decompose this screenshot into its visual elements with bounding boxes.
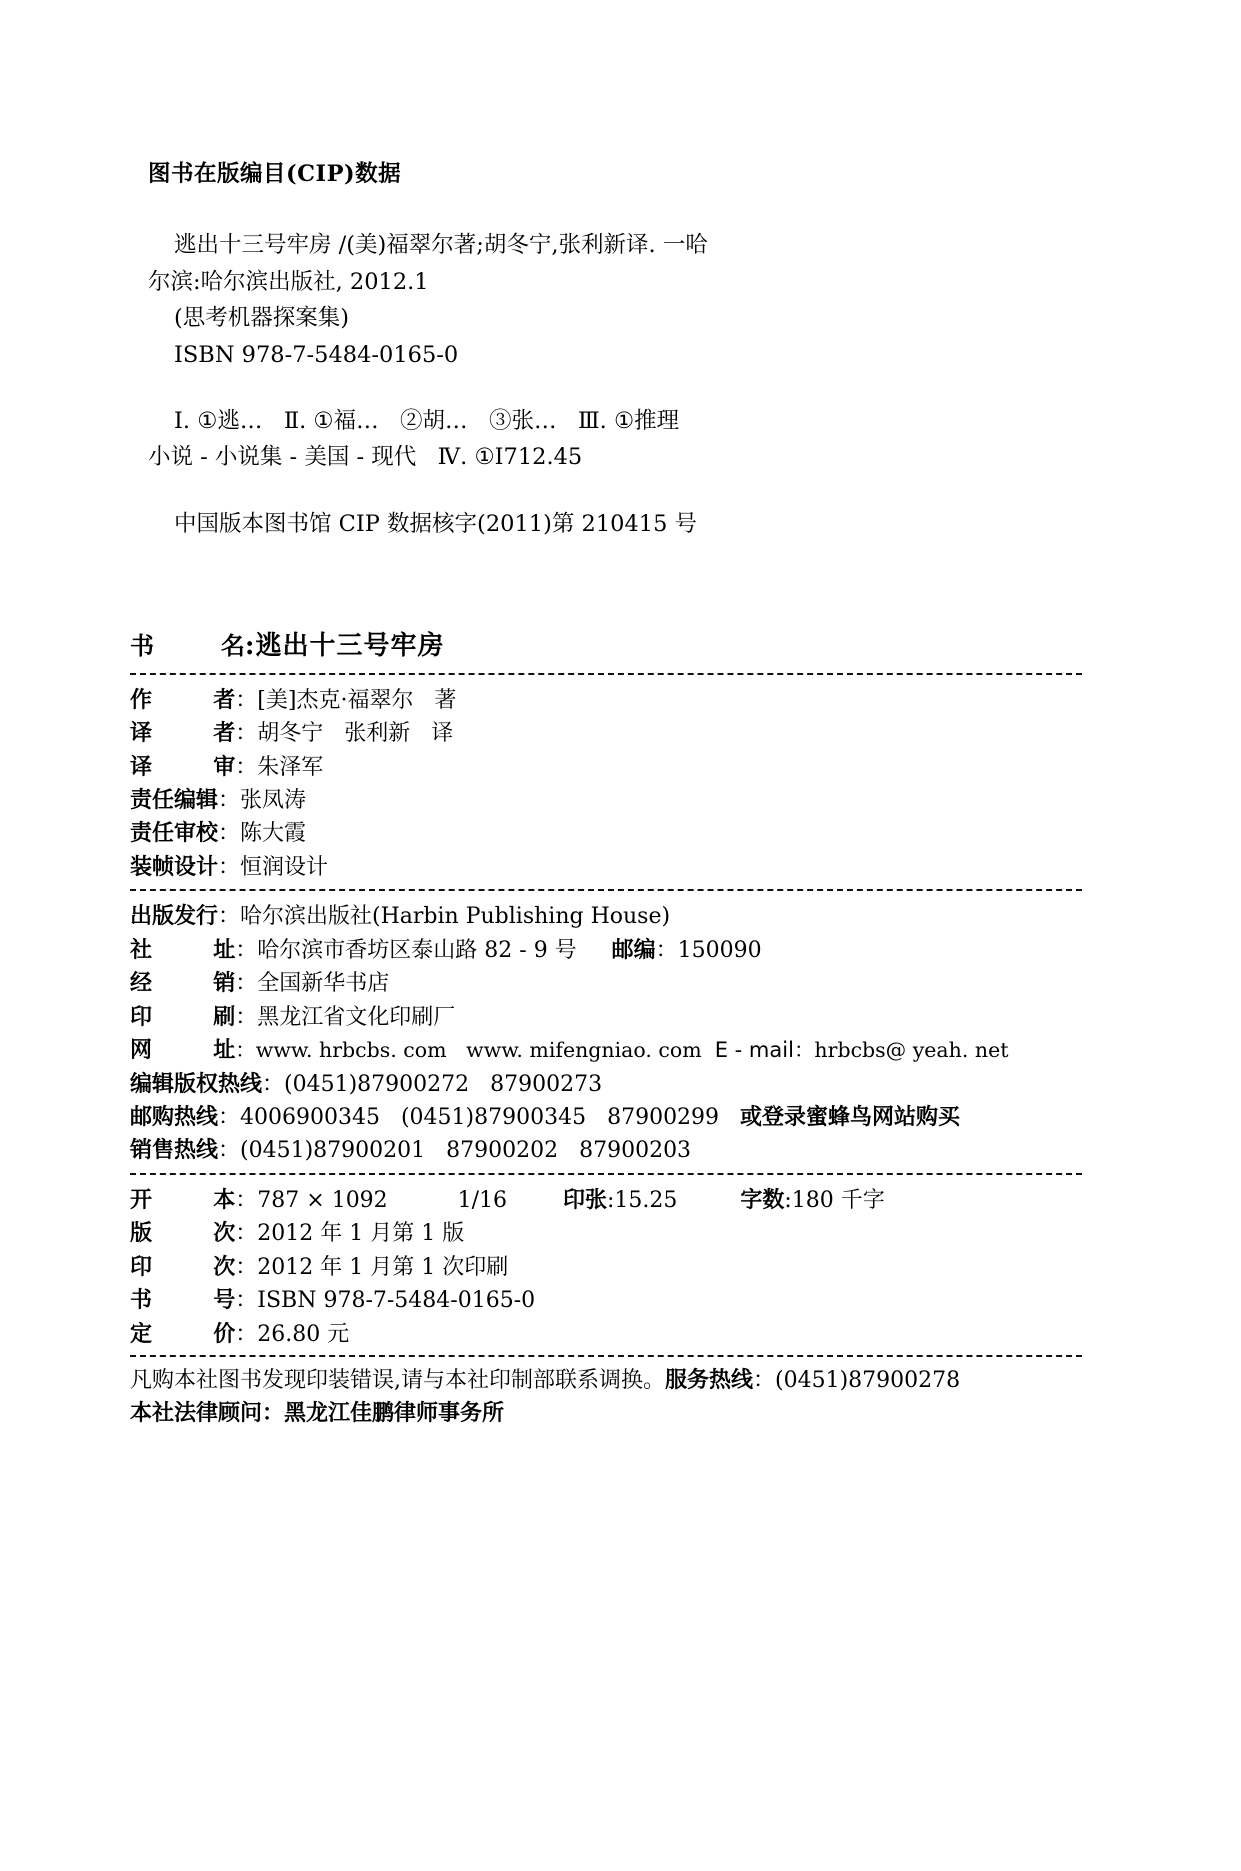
spec-row-format <box>130 1184 1082 1217</box>
website-primary[interactable]: ：www. hrbcbs. com <box>235 1038 447 1063</box>
footer-legal <box>130 1397 1082 1430</box>
cip-registration: 中国版本图书馆 CIP 数据核字(2011)第 210415 号 <box>174 510 698 537</box>
spec-label: 印 次 <box>130 1253 236 1280</box>
credit-row-author <box>130 684 1082 717</box>
publisher-label: 印 刷 <box>130 1003 236 1030</box>
hotline-value: ：4006900345 (0451)87900345 87900299 <box>218 1104 720 1130</box>
email-label: E - mail <box>714 1038 794 1063</box>
postcode-value: ：150090 <box>655 937 762 963</box>
spec-ratio: 1/16 <box>457 1187 508 1213</box>
credit-row-proofreader <box>130 817 1082 850</box>
credit-value: ：朱泽军 <box>235 754 324 780</box>
publisher-group <box>130 900 1082 1168</box>
credit-value: ：胡冬宁 张利新 译 <box>235 721 454 747</box>
publisher-row-printer <box>130 1001 1082 1034</box>
hotline-label: 销售热线 <box>130 1137 219 1164</box>
spec-row-price <box>130 1318 1082 1351</box>
website-secondary[interactable]: www. mifengniao. com <box>466 1038 702 1063</box>
publisher-value: ：哈尔滨市香坊区泰山路 82 - 9 号 <box>235 937 577 963</box>
spec-label: 书 号 <box>130 1287 236 1314</box>
spacer <box>148 476 1108 506</box>
spec-row-impression <box>130 1251 1082 1284</box>
spec-value: ：26.80 元 <box>235 1321 350 1347</box>
credit-value: ：张凤涛 <box>218 788 307 813</box>
divider-2 <box>130 889 1082 891</box>
publisher-row-distribution <box>130 967 1082 1000</box>
sheets-value: :15.25 <box>607 1187 678 1213</box>
publisher-row-imprint <box>130 900 1082 933</box>
specs-group <box>130 1184 1082 1351</box>
credit-label: 责任审校 <box>130 820 219 847</box>
credit-value: ：[美]杰克·福翠尔 著 <box>235 687 457 713</box>
footer-notice <box>130 1364 1082 1397</box>
credit-row-translation-reviewer <box>130 751 1082 784</box>
credit-value: ：陈大霞 <box>218 821 307 847</box>
hotline-value: ：(0451)87900272 87900273 <box>262 1071 603 1097</box>
credit-row-translator <box>130 717 1082 750</box>
publisher-row-address <box>130 934 1082 967</box>
spec-label: 定 价 <box>130 1320 236 1347</box>
book-title-value: :逃出十三号牢房 <box>244 631 445 661</box>
divider-1 <box>130 673 1082 675</box>
credit-row-editor <box>130 784 1082 817</box>
publisher-label: 社 址 <box>130 936 236 963</box>
postcode-label: 邮编 <box>611 936 656 963</box>
publisher-row-web <box>130 1034 1082 1067</box>
service-hotline-value: ：(0451)87900278 <box>753 1368 961 1393</box>
cip-line-1: 逃出十三号牢房 /(美)福翠尔著;胡冬宁,张利新译. 一哈 <box>174 232 708 259</box>
credit-label: 译 审 <box>130 753 236 780</box>
spec-value: ：2012 年 1 月第 1 版 <box>235 1221 465 1247</box>
wordcount-value: :180 千字 <box>784 1187 885 1213</box>
credit-row-designer <box>130 851 1082 884</box>
service-hotline-label: 服务热线 <box>665 1367 754 1393</box>
cip-heading: 图书在版编目(CIP)数据 <box>148 161 402 187</box>
credit-label: 装帧设计 <box>130 853 219 880</box>
credit-label: 责任编辑 <box>130 787 219 813</box>
credit-label: 译 者 <box>130 720 236 747</box>
publisher-value: ：哈尔滨出版社(Harbin Publishing House) <box>218 904 671 930</box>
cip-classification-2: 小说 - 小说集 - 美国 - 现代 Ⅳ. ①I712.45 <box>148 444 583 471</box>
hotline-label: 邮购热线 <box>130 1103 219 1130</box>
footer-notice-text: 凡购本社图书发现印装错误,请与本社印制部联系调换。 <box>130 1368 665 1393</box>
hotline-row-editorial <box>130 1068 1082 1101</box>
publisher-label: 经 销 <box>130 970 236 997</box>
cip-line-4: ISBN 978-7-5484-0165-0 <box>174 341 459 368</box>
credit-label: 作 者 <box>130 686 236 713</box>
book-title-row <box>130 628 1082 668</box>
spec-label: 版 次 <box>130 1220 236 1247</box>
spec-label: 开 本 <box>130 1186 236 1213</box>
spec-value: ：ISBN 978-7-5484-0165-0 <box>235 1288 536 1314</box>
credit-value: ：恒润设计 <box>218 854 329 880</box>
hotline-value: ：(0451)87900201 87900202 87900203 <box>218 1138 692 1164</box>
cip-classification-1: Ⅰ. ①逃… Ⅱ. ①福… ②胡… ③张… Ⅲ. ①推理 <box>174 408 680 434</box>
email-value[interactable]: ：hrbcbs@ yeah. net <box>793 1038 1009 1063</box>
hotline-label: 编辑版权热线 <box>130 1070 263 1097</box>
cip-block <box>148 160 1108 542</box>
colophon-block <box>130 628 1082 1430</box>
spec-row-edition <box>130 1217 1082 1250</box>
hotline-suffix: 或登录蜜蜂鸟网站购买 <box>740 1103 961 1130</box>
divider-4 <box>130 1355 1082 1357</box>
publisher-value: ：黑龙江省文化印刷厂 <box>235 1004 456 1030</box>
hotline-row-sales <box>130 1134 1082 1167</box>
spacer <box>148 373 1108 403</box>
wordcount-label: 字数 <box>740 1186 785 1213</box>
web-label: 网 址 <box>130 1037 236 1064</box>
hotline-row-mailorder <box>130 1101 1082 1134</box>
publisher-label: 出版发行 <box>130 903 219 930</box>
book-title-label: 书 名 <box>130 631 245 660</box>
cip-line-2: 尔滨:哈尔滨出版社, 2012.1 <box>148 268 429 295</box>
legal-advisor-text: 本社法律顾问：黑龙江佳鹏律师事务所 <box>130 1400 505 1426</box>
footer-group <box>130 1364 1082 1430</box>
sheets-label: 印张 <box>562 1186 607 1213</box>
divider-3 <box>130 1173 1082 1175</box>
spec-value: ：2012 年 1 月第 1 次印刷 <box>235 1254 509 1280</box>
spec-value: ：787 × 1092 <box>235 1187 388 1213</box>
credits-group <box>130 684 1082 885</box>
spec-row-isbn <box>130 1284 1082 1317</box>
publisher-value: ：全国新华书店 <box>235 971 390 997</box>
cip-line-3: (思考机器探案集) <box>174 305 350 332</box>
